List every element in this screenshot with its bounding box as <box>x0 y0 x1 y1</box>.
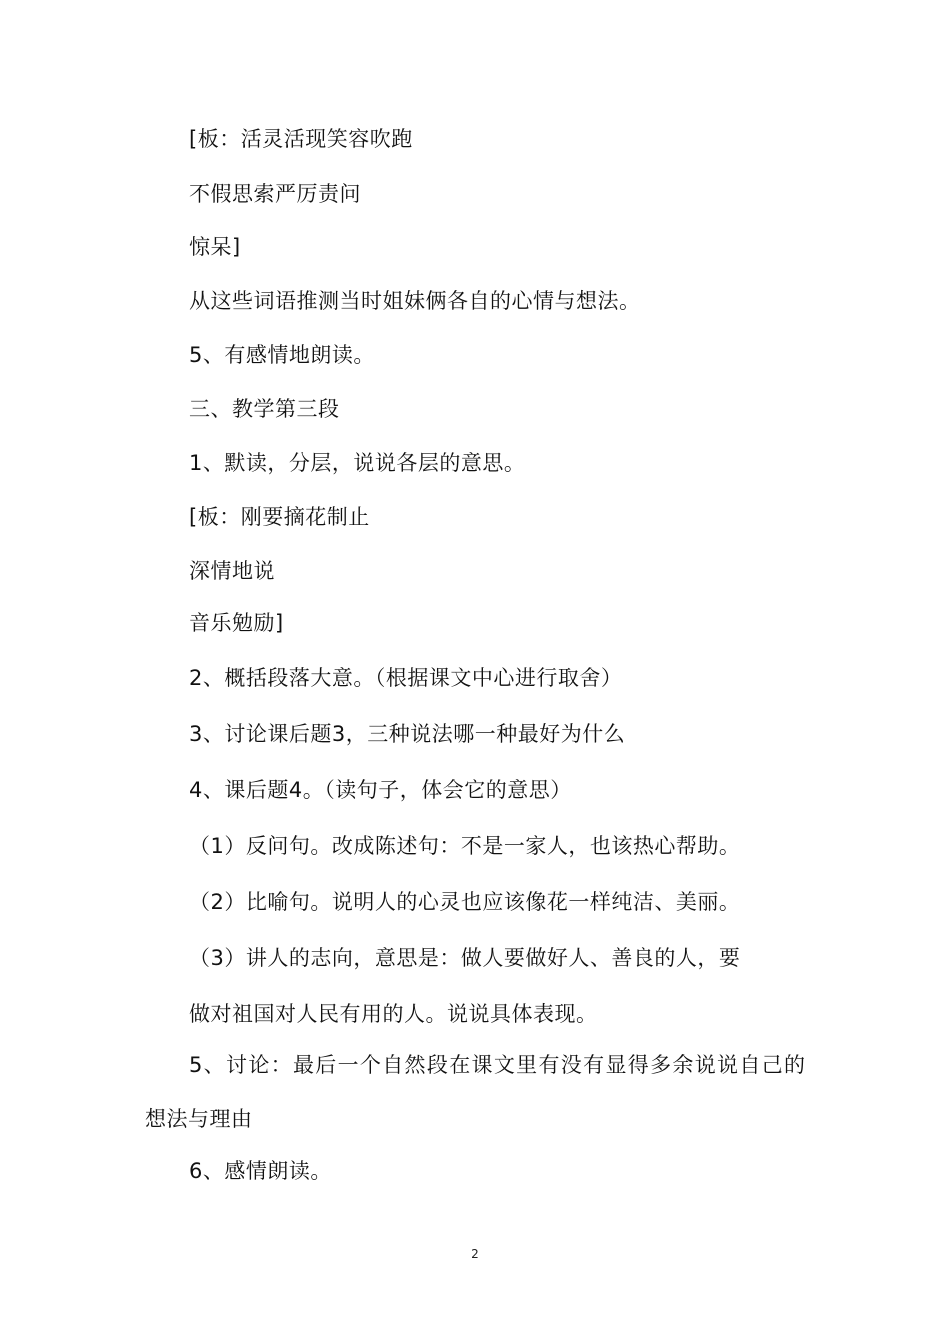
board-note-line-3: 惊呆] <box>189 235 241 259</box>
sub-item-2: （2）比喻句。说明人的心灵也应该像花一样纯洁、美丽。 <box>189 890 741 914</box>
step-5-discussion: 5、讨论：最后一个自然段在课文里有没有显得多余说说自己的 <box>189 1053 805 1077</box>
step-1-silent-read: 1、默读，分层，说说各层的意思。 <box>189 451 526 475</box>
step-5-discussion-continued: 想法与理由 <box>145 1107 253 1131</box>
step-3-discuss: 3、讨论课后题3，三种说法哪一种最好为什么 <box>189 722 626 746</box>
board-note-line-5: 深情地说 <box>189 559 275 583</box>
step-5-read-aloud: 5、有感情地朗读。 <box>189 343 375 367</box>
board-note-line-4: [板：刚要摘花制止 <box>189 505 370 529</box>
step-6-emotional-reading: 6、感情朗读。 <box>189 1159 332 1183</box>
board-note-line-2: 不假思索严厉责问 <box>189 182 361 206</box>
board-note-line-1: [板：活灵活现笑容吹跑 <box>189 127 413 151</box>
section-heading-3: 三、教学第三段 <box>189 397 340 421</box>
page-number: 2 <box>471 1247 479 1261</box>
sub-item-3: （3）讲人的志向，意思是：做人要做好人、善良的人，要 <box>189 946 741 970</box>
paragraph-inference: 从这些词语推测当时姐妹俩各自的心情与想法。 <box>189 289 641 313</box>
sub-item-3-continued: 做对祖国对人民有用的人。说说具体表现。 <box>189 1002 598 1026</box>
step-2-summarize: 2、概括段落大意。（根据课文中心进行取舍） <box>189 666 623 690</box>
step-4-exercise: 4、课后题4。（读句子，体会它的意思） <box>189 778 572 802</box>
sub-item-1: （1）反问句。改成陈述句：不是一家人，也该热心帮助。 <box>189 834 741 858</box>
board-note-line-6: 音乐勉励] <box>189 611 284 635</box>
